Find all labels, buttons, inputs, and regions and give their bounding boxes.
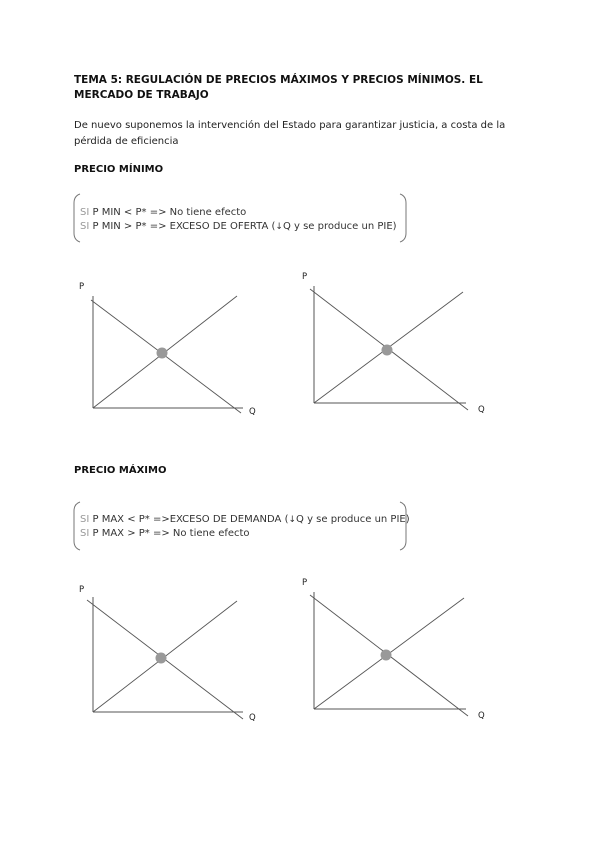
bracket-frame: [68, 193, 408, 243]
rule-box-minimo: [68, 193, 408, 243]
rule-maximo-1: [80, 514, 410, 525]
axis-label-p: P: [79, 282, 85, 292]
rule-si: SI: [80, 514, 90, 525]
down-arrow-icon: ↓: [288, 515, 297, 525]
rule-si: SI: [80, 207, 90, 218]
supply-demand-graph-4: [298, 578, 498, 728]
bracket-frame: [68, 501, 408, 551]
rule-text-tail: Q y se produce un PIE): [282, 221, 397, 232]
axis-label-p: P: [302, 578, 308, 588]
rule-box-maximo: [68, 501, 408, 551]
rule-text-tail: Q y se produce un PIE): [296, 514, 410, 525]
intro-paragraph: De nuevo suponemos la intervención del Estado para garantizar justicia, a costa de la pérdida de eficiencia: [74, 120, 506, 147]
axis-label-p: P: [79, 585, 85, 595]
rule-si: SI: [80, 528, 90, 539]
supply-demand-graph-1: [75, 278, 265, 423]
rule-minimo-1: [80, 207, 246, 218]
rule-text: P MIN < P* => No tiene efecto: [92, 207, 247, 218]
supply-demand-graph-2: [298, 272, 498, 422]
rule-text: P MIN > P* => EXCESO DE OFERTA (: [92, 221, 276, 232]
rule-text: P MAX < P* =>EXCESO DE DEMANDA (: [92, 514, 289, 525]
page-title: TEMA 5: REGULACIÓN DE PRECIOS MÁXIMOS Y PRECIOS MÍNIMOS. EL MERCADO DE TRABAJO: [74, 74, 483, 101]
rule-maximo-2: [80, 528, 250, 539]
down-arrow-icon: ↓: [275, 222, 283, 232]
section-heading-precio-maximo: PRECIO MÁXIMO: [74, 465, 167, 476]
axis-label-q: Q: [249, 407, 256, 417]
axis-label-p: P: [302, 272, 308, 282]
axis-label-q: Q: [249, 713, 256, 723]
axis-label-q: Q: [478, 405, 485, 415]
rule-minimo-2: [80, 221, 397, 232]
rule-text: P MAX > P* => No tiene efecto: [92, 528, 250, 539]
supply-demand-graph-3: [75, 583, 265, 728]
axis-label-q: Q: [478, 711, 485, 721]
rule-si: SI: [80, 221, 90, 232]
section-heading-precio-minimo: PRECIO MÍNIMO: [74, 164, 164, 175]
